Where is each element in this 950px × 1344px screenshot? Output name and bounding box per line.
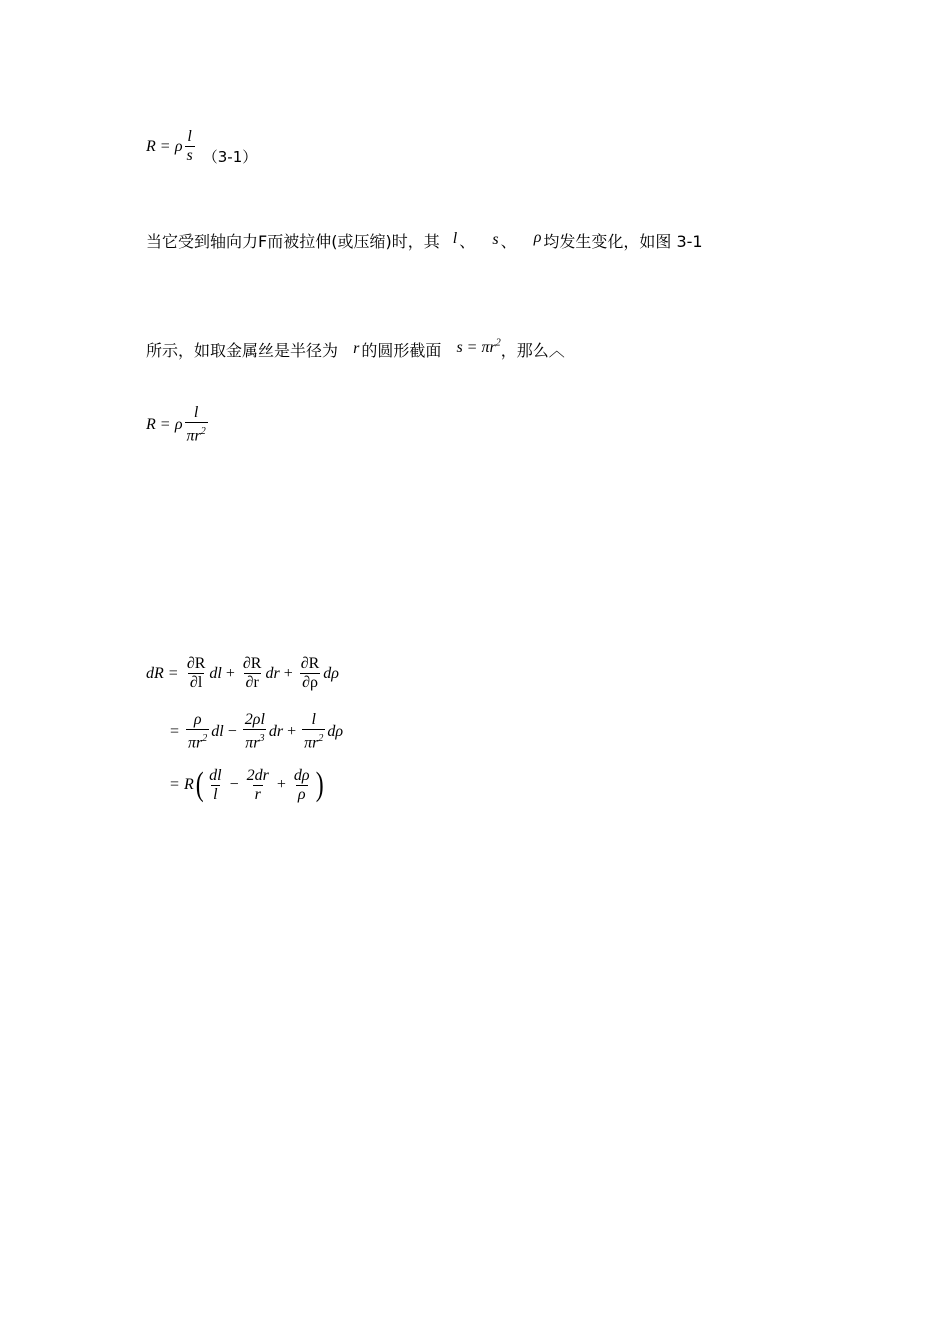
eq3-row2-minus: − [227, 722, 237, 740]
eq3-row1-t3-den: ∂ρ [302, 674, 318, 691]
eq3-row1-t3-num: ∂R [300, 655, 320, 672]
eq3-row2-t1-den [186, 729, 209, 752]
eq3-row3-t3-num: dρ [293, 766, 310, 784]
para2-text-c: ，那么︿ [500, 341, 565, 360]
eq2-equals: = [160, 415, 170, 433]
eq3-row2-t1-den-base: πr [188, 734, 203, 752]
eq2-fraction [185, 404, 208, 445]
eq3-row1-lhs: dR [146, 664, 164, 682]
eq3-row1-t1-den: ∂l [189, 674, 203, 691]
eq3-row2-t2-den [243, 729, 266, 752]
eq3-row2-t3-tail: dρ [327, 722, 344, 740]
para2-text-b: 的圆形截面 [361, 341, 442, 360]
para1-var-s: s [492, 231, 499, 248]
para2-var-r: r [353, 340, 360, 357]
eq3-row3-t2-num: 2dr [246, 766, 269, 784]
para1-sep-1: 、 [459, 232, 476, 251]
equation-dr-row-1 [146, 655, 339, 692]
eq3-row2-t2-num: 2ρl [244, 711, 265, 728]
eq3-row2-t3-den-base: πr [304, 734, 319, 752]
para2-formula-base: s = πr [456, 339, 496, 356]
eq3-row2-t3-den [302, 729, 325, 752]
eq1-label: （3-1） [202, 148, 258, 166]
eq3-row2-t2-den-exp: 3 [259, 733, 265, 744]
eq2-den-exp: 2 [200, 426, 206, 437]
equation-dr-row-3 [170, 766, 325, 804]
eq3-row3-plus: + [276, 776, 286, 793]
eq3-row2-term1 [186, 711, 209, 752]
eq3-row3-t1-num: dl [209, 766, 222, 784]
para1-var-l: l [452, 230, 458, 247]
eq3-row2-plus: + [287, 722, 297, 740]
eq3-row1-t2-num: ∂R [242, 655, 262, 672]
para1-text-b: 均发生变化，如图 3-1 [543, 232, 703, 251]
eq2-denominator [185, 422, 208, 445]
para2-text-a: 所示，如取金属丝是半径为 [146, 341, 339, 360]
eq1-fraction [185, 128, 195, 165]
eq3-row3-minus: − [229, 776, 239, 793]
eq3-row1-term3 [299, 655, 322, 692]
eq3-row2-t2-den-base: πr [245, 734, 260, 752]
paragraph-1 [146, 229, 703, 252]
eq1-equals: = [160, 137, 170, 155]
para2-formula-exp: 2 [495, 337, 501, 349]
eq3-row2-t2-tail: dr [268, 722, 284, 740]
paragraph-2 [146, 338, 565, 361]
eq3-row1-term1 [185, 655, 208, 692]
para1-text-a: 当它受到轴向力F而被拉伸(或压缩)时，其 [146, 232, 440, 251]
eq3-row3-right-paren: ) [315, 766, 324, 803]
eq3-row2-term3 [302, 711, 325, 752]
eq1-rho: ρ [174, 137, 183, 155]
eq3-row3-term1 [207, 767, 223, 804]
eq3-row2-t1-num: ρ [193, 711, 202, 728]
eq3-row2-t1-den-exp: 2 [202, 733, 208, 744]
equation-dr-row-2 [170, 711, 343, 752]
eq3-row3-left-paren: ( [195, 766, 204, 803]
eq3-row1-t3-tail: dρ [323, 664, 339, 682]
eq3-row1-plus2: + [283, 664, 293, 682]
eq3-row2-t3-den-exp: 2 [318, 733, 324, 744]
eq3-row2-term2 [243, 711, 267, 752]
eq2-den-base: πr [186, 427, 201, 445]
eq3-row1-plus1: + [225, 664, 235, 682]
eq3-row1-t1-tail: dl [209, 664, 222, 682]
eq3-row3-t3-den: ρ [297, 785, 306, 803]
eq3-row1-t2-tail: dr [265, 664, 280, 682]
eq3-row3-R: R [184, 776, 194, 793]
para2-formula [456, 339, 500, 356]
eq3-row3-term3 [292, 767, 312, 804]
eq3-row1-equals: = [168, 664, 178, 682]
eq3-row3-t2-den: r [254, 785, 261, 803]
para1-sep-2: 、 [500, 232, 517, 251]
eq3-row2-equals: = [170, 722, 180, 740]
eq1-numerator: l [187, 128, 192, 145]
eq3-row3-term2 [245, 767, 271, 804]
equation-resistance-radius [146, 404, 210, 445]
eq2-rho: ρ [174, 415, 183, 433]
eq1-denominator: s [186, 147, 193, 164]
eq3-row3-equals: = [170, 776, 180, 793]
eq3-row1-t1-num: ∂R [186, 655, 206, 672]
eq3-row2-t3-num: l [311, 711, 316, 728]
eq3-row2-t1-tail: dl [211, 722, 224, 740]
eq3-row3-t1-den: l [213, 785, 218, 803]
eq2-lhs: R [146, 415, 156, 433]
eq3-row1-term2 [241, 655, 264, 692]
equation-3-1 [146, 128, 257, 165]
eq1-lhs: R [146, 137, 156, 155]
para1-var-rho: ρ [533, 229, 542, 246]
eq3-row1-t2-den: ∂r [245, 674, 259, 691]
eq2-numerator: l [193, 404, 199, 421]
